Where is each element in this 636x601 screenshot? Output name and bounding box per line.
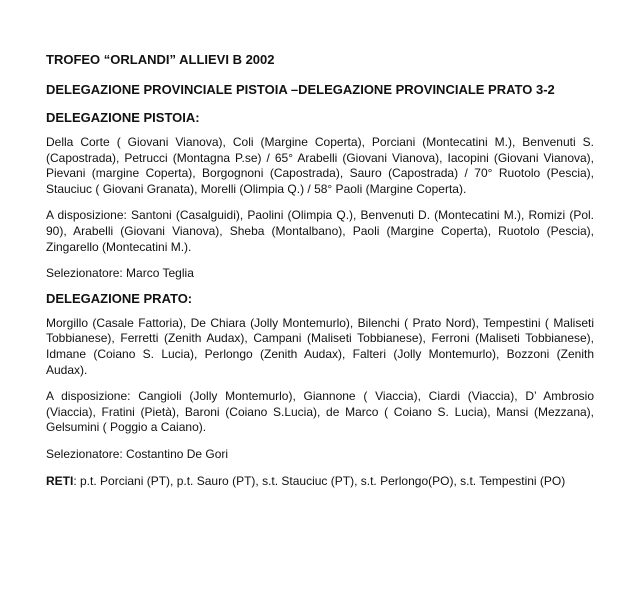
pistoia-heading: DELEGAZIONE PISTOIA:: [46, 110, 200, 125]
pistoia-coach: Selezionatore: Marco Teglia: [46, 266, 194, 281]
prato-heading: DELEGAZIONE PRATO:: [46, 290, 193, 306]
pistoia-bench: A disposizione: Santoni (Casalguidi), Paolini (Olimpia Q.), Benvenuti D. (Montecatini M.), Romizi (Pol. 90), Arabelli (Giovani Vianova), Sheba (Montalbano), Paoli (Margine Coperta), Ruotolo (Pescia), Zingarello (Montecatini M.).: [46, 208, 594, 254]
document-title: TROFEO “ORLANDI” ALLIEVI B 2002: [46, 52, 275, 67]
document-page: [46, 52, 594, 500]
prato-coach: Selezionatore: Costantino De Gori: [46, 446, 229, 461]
goals-paragraph: [46, 474, 594, 490]
prato-bench: A disposizione: Cangioli (Jolly Montemurlo), Giannone ( Viaccia), Ciardi (Viaccia), D’ Ambrosio (Viaccia), Fratini (Pietà), Baroni (Coiano S.Lucia), de Marco ( Coiano S. Lucia), Mansi (Mezzana), Gelsumini ( Poggio a Caiano).: [46, 389, 594, 435]
goals-label: RETI: [46, 473, 74, 488]
pistoia-lineup: Della Corte ( Giovani Vianova), Coli (Margine Coperta), Porciani (Montecatini M.), Benvenuti S. (Capostrada), Petrucci (Montagna P.se) / 65° Arabelli (Giovani Vianova), Iacopini (Giovani Vianova), Pievani (margine Coperta), Borgognoni (Capostrada), Sauro (Capostrada) / 70° Ruotolo (Pescia), Stauciuc ( Giovani Granata), Morelli (Olimpia Q.) / 58° Paoli (Margine Coperta).: [46, 135, 594, 196]
goals-text: : p.t. Porciani (PT), p.t. Sauro (PT), s.t. Stauciuc (PT), s.t. Perlongo(PO), s.t. Tempestini (PO): [73, 473, 566, 488]
match-title: DELEGAZIONE PROVINCIALE PISTOIA –DELEGAZIONE PROVINCIALE PRATO 3-2: [46, 82, 555, 97]
prato-lineup: Morgillo (Casale Fattoria), De Chiara (Jolly Montemurlo), Bilenchi ( Prato Nord), Tempestini ( Maliseti Tobbianese), Ferretti (Zenith Audax), Campani (Maliseti Tobbianese), Ferroni (Maliseti Tobbianese), Idmane (Coiano S. Lucia), Perlongo (Zenith Audax), Falteri (Jolly Montemurlo), Bozzoni (Zenith Audax).: [46, 315, 594, 377]
